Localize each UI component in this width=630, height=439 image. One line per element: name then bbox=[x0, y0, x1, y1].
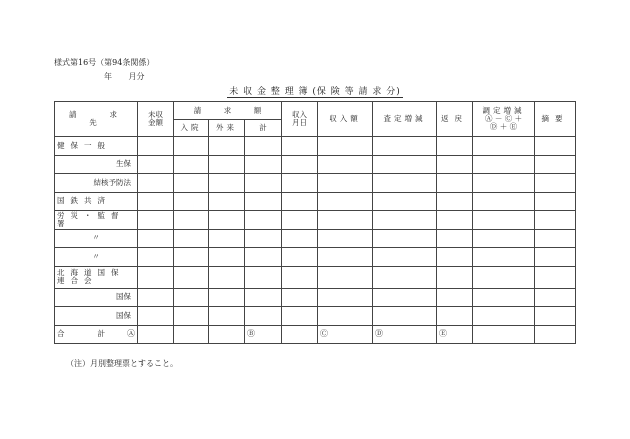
data-cell bbox=[174, 288, 209, 307]
data-cell bbox=[437, 288, 473, 307]
data-cell bbox=[535, 288, 576, 307]
header-total: 計 bbox=[245, 120, 282, 137]
page-title: 未 収 金 整 理 簿 (保 険 等 請 求 分) bbox=[229, 87, 401, 97]
data-cell bbox=[245, 211, 282, 230]
total-remarks bbox=[535, 325, 576, 344]
total-refund bbox=[437, 325, 473, 344]
data-cell bbox=[245, 266, 282, 288]
total-label: 合 計 bbox=[57, 329, 111, 339]
data-cell bbox=[174, 211, 209, 230]
data-cell bbox=[174, 307, 209, 326]
data-cell bbox=[282, 137, 318, 156]
data-cell bbox=[318, 266, 373, 288]
table-row bbox=[55, 266, 576, 288]
data-cell bbox=[437, 174, 473, 193]
data-cell bbox=[245, 229, 282, 248]
data-cell bbox=[138, 307, 174, 326]
data-cell bbox=[245, 137, 282, 156]
claimant-cell bbox=[55, 266, 138, 288]
data-cell bbox=[318, 229, 373, 248]
mark-b: Ⓑ bbox=[247, 329, 255, 339]
data-cell bbox=[473, 192, 535, 211]
data-cell bbox=[318, 137, 373, 156]
total-receipt-amount bbox=[318, 325, 373, 344]
total-outpatient bbox=[209, 325, 245, 344]
data-cell bbox=[209, 211, 245, 230]
total-uncollected bbox=[138, 325, 174, 344]
mark-a: Ⓐ bbox=[127, 329, 135, 339]
data-cell bbox=[282, 307, 318, 326]
data-cell bbox=[535, 137, 576, 156]
claimant-label: 北海道国保連合会 bbox=[57, 268, 125, 285]
claimant-label: 国保 bbox=[116, 292, 131, 302]
data-cell bbox=[535, 266, 576, 288]
ledger-table bbox=[54, 101, 576, 344]
claimant-cell bbox=[55, 211, 138, 230]
claimant-cell bbox=[55, 174, 138, 193]
data-cell bbox=[473, 174, 535, 193]
data-cell bbox=[437, 266, 473, 288]
data-cell bbox=[437, 307, 473, 326]
data-cell bbox=[282, 288, 318, 307]
data-cell bbox=[473, 248, 535, 267]
table-row bbox=[55, 307, 576, 326]
data-cell bbox=[209, 307, 245, 326]
data-cell bbox=[473, 229, 535, 248]
data-cell bbox=[174, 137, 209, 156]
data-cell bbox=[373, 155, 437, 174]
data-cell bbox=[535, 248, 576, 267]
data-cell bbox=[138, 174, 174, 193]
data-cell bbox=[138, 155, 174, 174]
claimant-cell bbox=[55, 307, 138, 326]
data-cell bbox=[318, 155, 373, 174]
data-cell bbox=[138, 192, 174, 211]
header-receipt-date: 収入 月日 bbox=[282, 102, 318, 137]
header-inpatient: 入院 bbox=[174, 120, 209, 137]
header-billed: 請 求 額 bbox=[174, 102, 282, 120]
claimant-label: 生保 bbox=[116, 159, 131, 169]
claimant-cell bbox=[55, 155, 138, 174]
data-cell bbox=[373, 137, 437, 156]
data-cell bbox=[318, 288, 373, 307]
claimant-cell bbox=[55, 192, 138, 211]
data-cell bbox=[138, 288, 174, 307]
table-row bbox=[55, 211, 576, 230]
claimant-label: 結核予防法 bbox=[93, 177, 131, 187]
claimant-label: 健保一般 bbox=[57, 140, 111, 150]
data-cell bbox=[174, 229, 209, 248]
data-cell bbox=[437, 137, 473, 156]
header-adjustment: 調定増減 Ⓐ － Ⓒ ＋ Ⓓ ＋ Ⓔ bbox=[473, 102, 535, 137]
header-refund: 返戻 bbox=[437, 102, 473, 137]
data-cell bbox=[473, 307, 535, 326]
total-billed bbox=[245, 325, 282, 344]
data-cell bbox=[535, 211, 576, 230]
data-cell bbox=[318, 174, 373, 193]
claimant-label: 〃 bbox=[92, 251, 100, 261]
data-cell bbox=[282, 155, 318, 174]
data-cell bbox=[209, 266, 245, 288]
data-cell bbox=[174, 174, 209, 193]
data-cell bbox=[209, 248, 245, 267]
data-cell bbox=[174, 155, 209, 174]
claimant-cell bbox=[55, 248, 138, 267]
data-cell bbox=[473, 137, 535, 156]
data-cell bbox=[209, 137, 245, 156]
data-cell bbox=[138, 137, 174, 156]
data-cell bbox=[318, 192, 373, 211]
data-cell bbox=[373, 266, 437, 288]
data-cell bbox=[209, 155, 245, 174]
claimant-label: 国鉄共済 bbox=[57, 196, 111, 206]
data-cell bbox=[174, 248, 209, 267]
data-cell bbox=[245, 174, 282, 193]
total-receipt-date bbox=[282, 325, 318, 344]
data-cell bbox=[245, 192, 282, 211]
data-cell bbox=[535, 307, 576, 326]
table-row bbox=[55, 174, 576, 193]
table-row bbox=[55, 192, 576, 211]
data-cell bbox=[138, 248, 174, 267]
table-row bbox=[55, 248, 576, 267]
data-cell bbox=[174, 266, 209, 288]
data-cell bbox=[318, 307, 373, 326]
data-cell bbox=[473, 266, 535, 288]
data-cell bbox=[373, 307, 437, 326]
data-cell bbox=[245, 288, 282, 307]
period-line bbox=[104, 71, 159, 82]
data-cell bbox=[138, 266, 174, 288]
data-cell bbox=[437, 155, 473, 174]
data-cell bbox=[174, 192, 209, 211]
year-label: 年 bbox=[104, 72, 112, 81]
data-cell bbox=[318, 248, 373, 267]
header-assessment: 査定増減 bbox=[373, 102, 437, 137]
data-cell bbox=[209, 174, 245, 193]
claimant-label: 国保 bbox=[116, 310, 131, 320]
table-row bbox=[55, 229, 576, 248]
data-cell bbox=[373, 211, 437, 230]
claimant-label: 〃 bbox=[92, 233, 100, 243]
table-row bbox=[55, 137, 576, 156]
mark-e: Ⓔ bbox=[439, 329, 448, 339]
data-cell bbox=[138, 211, 174, 230]
data-cell bbox=[282, 229, 318, 248]
form-number: 様式第16号（第94条関係） bbox=[54, 58, 155, 67]
total-inpatient bbox=[174, 325, 209, 344]
data-cell bbox=[245, 307, 282, 326]
data-cell bbox=[282, 192, 318, 211]
data-cell bbox=[245, 248, 282, 267]
total-adjustment bbox=[473, 325, 535, 344]
data-cell bbox=[473, 155, 535, 174]
data-cell bbox=[535, 174, 576, 193]
data-cell bbox=[437, 211, 473, 230]
header-claimant: 請 求 先 bbox=[55, 102, 138, 137]
data-cell bbox=[373, 174, 437, 193]
total-label-cell bbox=[55, 325, 138, 344]
header-receipt-amount: 収入額 bbox=[318, 102, 373, 137]
header-uncollected: 未収 金額 bbox=[138, 102, 174, 137]
data-cell bbox=[373, 288, 437, 307]
data-cell bbox=[535, 155, 576, 174]
data-cell bbox=[209, 288, 245, 307]
month-label: 月分 bbox=[128, 72, 145, 81]
claimant-cell bbox=[55, 288, 138, 307]
data-cell bbox=[282, 211, 318, 230]
data-cell bbox=[282, 266, 318, 288]
data-cell bbox=[437, 192, 473, 211]
data-cell bbox=[209, 229, 245, 248]
data-cell bbox=[209, 192, 245, 211]
data-cell bbox=[138, 229, 174, 248]
data-cell bbox=[318, 211, 373, 230]
data-cell bbox=[473, 211, 535, 230]
header-remarks: 摘要 bbox=[535, 102, 576, 137]
data-cell bbox=[437, 248, 473, 267]
data-cell bbox=[245, 155, 282, 174]
header-outpatient: 外来 bbox=[209, 120, 245, 137]
mark-d: Ⓓ bbox=[375, 329, 384, 339]
data-cell bbox=[282, 174, 318, 193]
data-cell bbox=[373, 229, 437, 248]
total-row bbox=[55, 325, 576, 344]
data-cell bbox=[437, 229, 473, 248]
data-cell bbox=[535, 192, 576, 211]
table-row bbox=[55, 288, 576, 307]
claimant-cell bbox=[55, 229, 138, 248]
total-assessment bbox=[373, 325, 437, 344]
table-row bbox=[55, 155, 576, 174]
mark-c: Ⓒ bbox=[320, 329, 329, 339]
data-cell bbox=[373, 192, 437, 211]
footnote: （注）月別整理票とすること。 bbox=[66, 359, 178, 368]
data-cell bbox=[373, 248, 437, 267]
data-cell bbox=[535, 229, 576, 248]
data-cell bbox=[282, 248, 318, 267]
data-cell bbox=[473, 288, 535, 307]
claimant-cell bbox=[55, 137, 138, 156]
claimant-label: 労災・監督署 bbox=[57, 210, 125, 228]
